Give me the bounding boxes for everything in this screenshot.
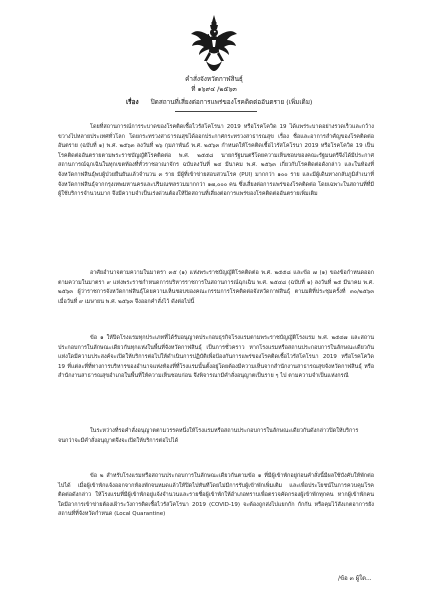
subject-label: เรื่อง	[126, 98, 139, 106]
body-paragraph: ข้อ ๑ ให้ปิดโรงแรมทุกประเภทที่ได้รับอนุญาตประกอบธุรกิจโรงแรมตามพระราชบัญญัติโรงแรม พ.ศ. ๒๕๔๗ และสถานประกอบการในลักษณะเดียวกันทุกแห่งในพื้นที่จังหวัดกาฬสินธุ์ เป็นการชั่วคราว หากโรงแรมหรือสถานประกอบการในลักษณะเดียวกันแห่งใดมีความประสงค์จะเปิดให้บริการต่อไปให้ดำเนินการปฏิบัติเพื่อป้องกันการแพร่ของโรคติดเชื้อไวรัสโคโรนา 2019 หรือโรคโควิด 19 ที่แต่ละที่ที่ทางการบริหารของอำนาจแห่งท้องที่ที่โรงแรมนั้นตั้งอยู่โดยต้องมีความเห็นจากสำนักงานสาธารณสุขจังหวัดกาฬสินธุ์ หรือสำนักงานสาธารณสุขอำเภอในพื้นที่ให้ความเห็นชอบก่อน จึงพิจารณามีคำสั่งอนุญาตเป็นราย ๆ ไป ตามความจำเป็นแห่งกรณี	[58, 335, 374, 380]
header-divider	[175, 111, 257, 112]
subject-line	[126, 97, 312, 107]
order-title: คำสั่งจังหวัดกาฬสินธุ์	[185, 75, 243, 83]
garuda-emblem-icon	[190, 14, 238, 72]
page-continuation: /ข้อ ๓ ผู้ใด...	[338, 575, 372, 582]
subject-text: ปิดสถานที่เสี่ยงต่อการแพร่ของโรคติดต่ออันตราย (เพิ่มเติม)	[150, 98, 313, 106]
order-number: ที่ ๑๖๙๔ /๒๕๖๓	[191, 85, 237, 93]
body-paragraph: ข้อ ๒ สำหรับโรงแรมหรือสถานประกอบการในลักษณะเดียวกันตามข้อ ๑ ที่มีผู้เข้าพักอยู่ก่อนคำสั่งนี้มีผลใช้บังคับให้พักต่อไปได้ เมื่อผู้เข้าพักแจ้งออกจากห้องพักจนหมดแล้วให้ปิดไปทันทีโดยไม่มีการรับผู้เข้าพักเพิ่มเติม และเพื่อประโยชน์ในการควบคุมโรคติดต่อดังกล่าว ให้โรงแรมที่มีผู้เข้าพักอยู่แจ้งจำนวนและรายชื่อผู้เข้าพักให้อำเภอทราบเพื่อตรวจคัดกรองผู้เข้าพักทุกคน หากผู้เข้าพักคนใดมีอาการเข้าข่ายต้องเฝ้าระวังการติดเชื้อไวรัสโคโรนา 2019 (COVID-19) จะต้องถูกส่งไปแยกกัก กักกัน หรือคุมไว้สังเกตอาการยังสถานที่ที่จังหวัดกำหนด (Local Quarantine)	[58, 473, 374, 518]
body-paragraph: ในระหว่างที่รอคำสั่งอนุญาตตามวรรคหนึ่งให้โรงแรมหรือสถานประกอบการในลักษณะเดียวกันดังกล่าวปิดให้บริการจนกว่าจะมีคำสั่งอนุญาตจึงจะเปิดให้บริการต่อไปได้	[58, 428, 359, 444]
body-paragraph: โดยที่สถานการณ์การระบาดของโรคติดเชื้อไวรัสโคโรนา 2019 หรือโรคโควิด 19 ได้แพร่ระบาดอย่างรวดเร็วและกว้างขวางไปหลายประเทศทั่วโลก โดยกระทรวงสาธารณสุขได้ออกประกาศกระทรวงสาธารณสุข เรื่อง ชื่อและอาการสำคัญของโรคติดต่ออันตราย (ฉบับที่ ๑) พ.ศ. ๒๕๖๓ ลงวันที่ ๒๖ กุมภาพันธ์ พ.ศ. ๒๕๖๓ กำหนดให้โรคติดเชื้อไวรัสโคโรนา 2019 หรือโรคโควิด 19 เป็นโรคติดต่ออันตรายตามพระราชบัญญัติโรคติดต่อ พ.ศ. ๒๕๕๘ นายกรัฐมนตรีโดยความเห็นชอบของคณะรัฐมนตรีจึงได้มีประกาศสถานการณ์ฉุกเฉินในทุกเขตท้องที่ทั่วราชอาณาจักร ฉบับลงวันที่ ๒๔ มีนาคม พ.ศ. ๒๕๖๓ เกี่ยวกับโรคติดต่อดังกล่าว และในท้องที่จังหวัดกาฬสินธุ์พบผู้ป่วยยืนยันแล้วจำนวน ๓ ราย มีผู้ที่เข้าข่ายสอบสวนโรค (PUI) มากกว่า ๑๐๐ ราย และมีผู้เดินทางกลับภูมิลำเนาที่จังหวัดกาฬสินธุ์จากกรุงเทพมหานครและปริมณฑลรวมมากกว่า ๑๗,๐๐๐ คน ซึ่งเสี่ยงต่อการแพร่ของโรคติดต่อ โดยเฉพาะในสถานที่ที่มีผู้ใช้บริการจำนวนมาก จึงมีความจำเป็นเร่งด่วนต้องให้ปิดสถานที่เสี่ยงต่อการแพร่ของโรคติดต่ออันตรายเพิ่มเติม	[58, 124, 374, 198]
body-paragraph: อาศัยอำนาจตามความในมาตรา ๓๕ (๑) แห่งพระราชบัญญัติโรคติดต่อ พ.ศ. ๒๕๕๘ และข้อ ๗ (๑) ของข้อกำหนดออกตามความในมาตรา ๙ แห่งพระราชกำหนดการบริหารราชการในสถานการณ์ฉุกเฉิน พ.ศ. ๒๕๔๘ (ฉบับที่ ๑) ลงวันที่ ๒๕ มีนาคม พ.ศ. ๒๕๖๓ ผู้ว่าราชการจังหวัดกาฬสินธุ์โดยความเห็นชอบของคณะกรรมการโรคติดต่อจังหวัดกาฬสินธุ์ ตามมติที่ประชุมครั้งที่ ๓๐/๒๕๖๓ เมื่อวันที่ ๙ เมษายน พ.ศ. ๒๕๖๓ จึงออกคำสั่งไว้ ดังต่อไปนี้	[58, 270, 374, 305]
